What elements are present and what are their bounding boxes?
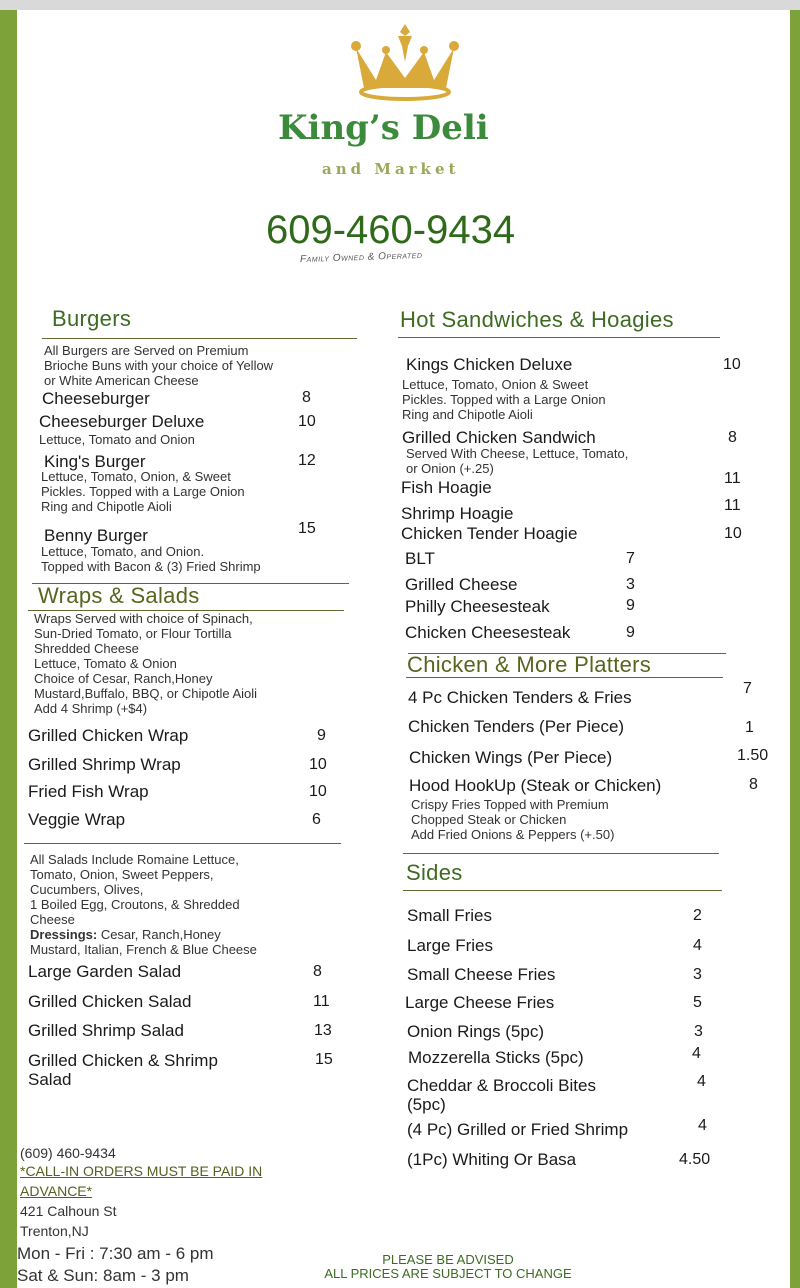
menu-item-price: 4 bbox=[698, 1117, 707, 1134]
section-title-wraps-salads: Wraps & Salads bbox=[38, 583, 200, 608]
menu-item-name: BLT bbox=[405, 549, 435, 568]
menu-item-price: 9 bbox=[626, 624, 635, 641]
menu-item-price: 1.50 bbox=[737, 747, 769, 764]
section-note: Cheese bbox=[30, 912, 75, 927]
menu-item-price: 8 bbox=[313, 963, 322, 980]
menu-item-name: Cheeseburger bbox=[42, 389, 150, 408]
menu-item-name: (4 Pc) Grilled or Fried Shrimp bbox=[407, 1120, 629, 1139]
menu-item-desc: Ring and Chipotle Aioli bbox=[41, 499, 172, 514]
menu-item-name: Grilled Shrimp Wrap bbox=[28, 755, 181, 774]
menu-item-desc: Served With Cheese, Lettuce, Tomato, bbox=[406, 446, 629, 461]
menu-item-price: 13 bbox=[314, 1022, 332, 1039]
address: 421 Calhoun St bbox=[20, 1203, 117, 1219]
menu-item-price: 11 bbox=[724, 497, 741, 514]
menu-item-price: 3 bbox=[694, 1023, 703, 1040]
menu-item-price: 9 bbox=[317, 727, 326, 744]
section-note: Shredded Cheese bbox=[34, 641, 139, 656]
divider bbox=[406, 677, 723, 678]
menu-item-desc: Lettuce, Tomato and Onion bbox=[39, 432, 195, 447]
menu-item-name: Chicken Tenders (Per Piece) bbox=[408, 717, 625, 736]
menu-item-price: 4 bbox=[697, 1073, 706, 1090]
menu-item-desc: Pickles. Topped with a Large Onion bbox=[41, 484, 245, 499]
call-in-notice: ADVANCE* bbox=[20, 1183, 93, 1199]
menu-item-name: Chicken Wings (Per Piece) bbox=[409, 748, 613, 767]
menu-item-desc: Ring and Chipotle Aioli bbox=[402, 407, 533, 422]
menu-item-price: 11 bbox=[724, 470, 741, 487]
city: Trenton,NJ bbox=[20, 1223, 89, 1239]
divider bbox=[24, 843, 341, 844]
menu-item-name: Small Fries bbox=[407, 906, 493, 925]
section-title-burgers: Burgers bbox=[52, 306, 132, 331]
menu-item-name: Mozzerella Sticks (5pc) bbox=[408, 1048, 584, 1067]
section-note: Mustard, Italian, French & Blue Cheese bbox=[30, 942, 257, 957]
menu-item-price: 12 bbox=[298, 452, 316, 469]
menu-item-name: Onion Rings (5pc) bbox=[407, 1022, 545, 1041]
menu-item-price: 10 bbox=[309, 756, 327, 773]
menu-item-name: Salad bbox=[28, 1070, 72, 1089]
menu-item-name: Grilled Chicken Salad bbox=[28, 992, 192, 1011]
menu-item-name: Large Garden Salad bbox=[28, 962, 182, 981]
menu-item-name: Grilled Chicken Sandwich bbox=[402, 428, 596, 447]
menu-item-price: 10 bbox=[309, 783, 327, 800]
menu-item-price: 3 bbox=[626, 576, 635, 593]
menu-item-name: Cheeseburger Deluxe bbox=[39, 412, 205, 431]
section-note: Brioche Buns with your choice of Yellow bbox=[44, 358, 274, 373]
section-title-platters: Chicken & More Platters bbox=[407, 652, 652, 677]
menu-item-price: 4.50 bbox=[679, 1151, 711, 1168]
menu-item-name: Grilled Shrimp Salad bbox=[28, 1021, 184, 1040]
section-title-sides: Sides bbox=[406, 860, 463, 885]
menu-item-price: 6 bbox=[312, 811, 321, 828]
menu-item-name: Shrimp Hoagie bbox=[401, 504, 514, 523]
divider bbox=[398, 337, 720, 338]
section-note: Mustard,Buffalo, BBQ, or Chipotle Aioli bbox=[34, 686, 258, 701]
menu-item-name: Fried Fish Wrap bbox=[28, 782, 149, 801]
menu-item-price: 4 bbox=[693, 937, 702, 954]
section-note: Lettuce, Tomato & Onion bbox=[34, 656, 177, 671]
menu-item-desc: Chopped Steak or Chicken bbox=[411, 812, 567, 827]
hours-weekday: Mon - Fri : 7:30 am - 6 pm bbox=[17, 1244, 214, 1263]
menu-item-name: Philly Cheesesteak bbox=[405, 597, 550, 616]
menu-item-name: Benny Burger bbox=[44, 526, 148, 545]
dressings-label: Dressings: bbox=[30, 927, 98, 942]
menu-item-price: 2 bbox=[693, 907, 702, 924]
section-title-hot-sandwiches: Hot Sandwiches & Hoagies bbox=[400, 307, 674, 332]
menu-item-name: Cheddar & Broccoli Bites bbox=[407, 1076, 596, 1095]
section-note: Tomato, Onion, Sweet Peppers, bbox=[30, 867, 214, 882]
section-note: 1 Boiled Egg, Croutons, & Shredded bbox=[30, 897, 240, 912]
menu-item-price: 10 bbox=[298, 413, 316, 430]
logo-subtitle: and Market bbox=[322, 160, 460, 178]
divider bbox=[403, 853, 719, 854]
advisory: PLEASE BE ADVISED bbox=[382, 1252, 514, 1267]
top-border bbox=[0, 0, 800, 10]
menu-item-desc: Crispy Fries Topped with Premium bbox=[411, 797, 609, 812]
call-in-notice: *CALL-IN ORDERS MUST BE PAID IN bbox=[20, 1163, 263, 1179]
menu-item-name: Large Cheese Fries bbox=[405, 993, 555, 1012]
menu-item-desc: Lettuce, Tomato, Onion, & Sweet bbox=[41, 469, 231, 484]
menu-item-name: Grilled Chicken Wrap bbox=[28, 726, 189, 745]
section-note: All Burgers are Served on Premium bbox=[44, 343, 249, 358]
menu-item-name: Chicken Cheesesteak bbox=[405, 623, 571, 642]
menu-item-price: 1 bbox=[745, 719, 754, 736]
section-note: All Salads Include Romaine Lettuce, bbox=[30, 852, 239, 867]
menu-item-name: Small Cheese Fries bbox=[407, 965, 556, 984]
menu-item-price: 8 bbox=[749, 776, 758, 793]
hours-weekend: Sat & Sun: 8am - 3 pm bbox=[17, 1266, 189, 1285]
left-green-border bbox=[0, 10, 17, 1288]
menu-item-desc: Topped with Bacon & (3) Fried Shrimp bbox=[41, 559, 261, 574]
menu-item-price: 7 bbox=[743, 680, 752, 697]
footer-phone: (609) 460-9434 bbox=[20, 1145, 116, 1161]
menu-item-price: 7 bbox=[626, 550, 635, 567]
menu-item-name: Fish Hoagie bbox=[401, 478, 492, 497]
logo-title: King’s Deli bbox=[278, 108, 489, 148]
menu-item-name: 4 Pc Chicken Tenders & Fries bbox=[408, 688, 632, 707]
menu-item-name: Grilled Chicken & Shrimp bbox=[28, 1051, 218, 1070]
divider bbox=[42, 338, 357, 339]
menu-item-price: 9 bbox=[626, 597, 635, 614]
section-note: or White American Cheese bbox=[44, 373, 199, 388]
menu-item-price: 10 bbox=[724, 525, 742, 542]
menu-item-name: (5pc) bbox=[407, 1095, 446, 1114]
menu-item-name: Chicken Tender Hoagie bbox=[401, 524, 578, 543]
crown-icon bbox=[346, 22, 464, 102]
menu-item-desc: Pickles. Topped with a Large Onion bbox=[402, 392, 606, 407]
menu-item-price: 8 bbox=[302, 389, 311, 406]
section-note: Choice of Cesar, Ranch,Honey bbox=[34, 671, 213, 686]
dressings-list: Cesar, Ranch,Honey bbox=[97, 927, 221, 942]
section-note: Sun-Dried Tomato, or Flour Tortilla bbox=[34, 626, 232, 641]
dressings-line bbox=[30, 927, 221, 942]
menu-item-price: 3 bbox=[693, 966, 702, 983]
menu-item-desc: or Onion (+.25) bbox=[406, 461, 494, 476]
menu-item-desc: Lettuce, Tomato, and Onion. bbox=[41, 544, 205, 559]
menu-item-desc: Add Fried Onions & Peppers (+.50) bbox=[411, 827, 615, 842]
menu-item-desc: Lettuce, Tomato, Onion & Sweet bbox=[402, 377, 589, 392]
menu-item-price: 10 bbox=[723, 356, 741, 373]
menu-item-name: Kings Chicken Deluxe bbox=[406, 355, 573, 374]
advisory: ALL PRICES ARE SUBJECT TO CHANGE bbox=[324, 1266, 572, 1281]
menu-item-name: Grilled Cheese bbox=[405, 575, 518, 594]
menu-item-name: King's Burger bbox=[44, 452, 146, 471]
menu-item-name: Hood HookUp (Steak or Chicken) bbox=[409, 776, 662, 795]
menu-item-price: 4 bbox=[692, 1045, 701, 1062]
menu-item-price: 8 bbox=[728, 429, 737, 446]
header-phone: 609-460-9434 bbox=[266, 208, 516, 252]
menu-item-name: Large Fries bbox=[407, 936, 493, 955]
section-note: Wraps Served with choice of Spinach, bbox=[34, 611, 253, 626]
menu-item-name: (1Pc) Whiting Or Basa bbox=[407, 1150, 577, 1169]
menu-item-price: 11 bbox=[313, 993, 330, 1010]
menu-item-name: Veggie Wrap bbox=[28, 810, 126, 829]
menu-item-price: 15 bbox=[298, 520, 316, 537]
section-note: Add 4 Shrimp (+$4) bbox=[34, 701, 148, 716]
right-green-border bbox=[790, 10, 800, 1288]
menu-item-price: 15 bbox=[315, 1051, 333, 1068]
divider bbox=[403, 890, 722, 891]
tagline: Family Owned & Operated bbox=[299, 249, 423, 266]
menu-item-price: 5 bbox=[693, 994, 702, 1011]
section-note: Cucumbers, Olives, bbox=[30, 882, 144, 897]
